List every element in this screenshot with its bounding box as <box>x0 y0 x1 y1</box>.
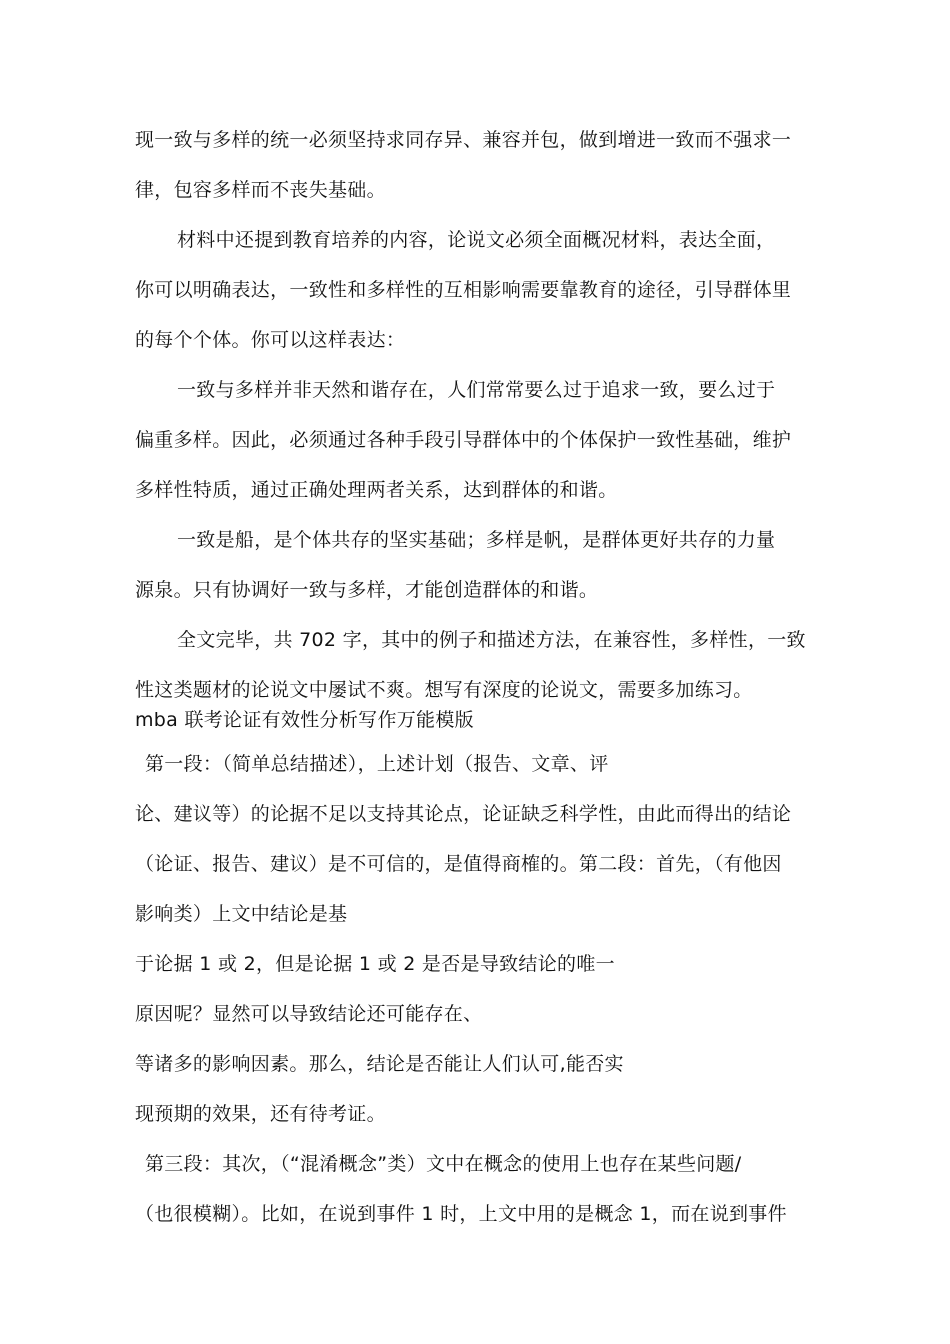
text-line: 你可以明确表达，一致性和多样性的互相影响需要靠教育的途径，引导群体里 <box>135 279 792 301</box>
text-line: 性这类题材的论说文中屡试不爽。想写有深度的论说文，需要多加练习。 <box>135 679 753 701</box>
text-line: 全文完毕，共 702 字，其中的例子和描述方法，在兼容性，多样性，一致 <box>177 629 806 651</box>
text-line: 原因呢？显然可以导致结论还可能存在、 <box>135 1003 483 1025</box>
text-line: 现预期的效果，还有待考证。 <box>135 1103 386 1125</box>
text-line: 影响类）上文中结论是基 <box>135 903 348 925</box>
text-line: 偏重多样。因此，必须通过各种手段引导群体中的个体保护一致性基础，维护 <box>135 429 792 451</box>
text-line: 第一段：（简单总结描述），上述计划（报告、文章、评 <box>145 753 609 775</box>
text-line: 第三段：其次，（“混淆概念”类）文中在概念的使用上也存在某些问题/ <box>145 1153 742 1175</box>
text-line: 多样性特质，通过正确处理两者关系，达到群体的和谐。 <box>135 479 618 501</box>
text-line: （论证、报告、建议）是不可信的，是值得商榷的。第二段：首先，（有他因 <box>135 853 782 875</box>
text-line: 的每个个体。你可以这样表达： <box>135 329 406 351</box>
text-line: 材料中还提到教育培养的内容，论说文必须全面概况材料，表达全面， <box>177 229 776 251</box>
text-line: （也很模糊）。比如，在说到事件 1 时，上文中用的是概念 1，而在说到事件 <box>135 1203 787 1225</box>
section-heading: mba 联考论证有效性分析写作万能模版 <box>135 709 474 731</box>
text-line: 等诸多的影响因素。那么，结论是否能让人们认可,能否实 <box>135 1053 624 1075</box>
text-line: 一致与多样并非天然和谐存在，人们常常要么过于追求一致，要么过于 <box>177 379 776 401</box>
text-line: 律，包容多样而不丧失基础。 <box>135 179 386 201</box>
text-line: 源泉。只有协调好一致与多样，才能创造群体的和谐。 <box>135 579 599 601</box>
text-line: 于论据 1 或 2，但是论据 1 或 2 是否是导致结论的唯一 <box>135 953 615 975</box>
text-line: 现一致与多样的统一必须坚持求同存异、兼容并包，做到增进一致而不强求一 <box>135 129 792 151</box>
text-line: 一致是船，是个体共存的坚实基础；多样是帆，是群体更好共存的力量 <box>177 529 776 551</box>
text-line: 论、建议等）的论据不足以支持其论点，论证缺乏科学性，由此而得出的结论 <box>135 803 792 825</box>
